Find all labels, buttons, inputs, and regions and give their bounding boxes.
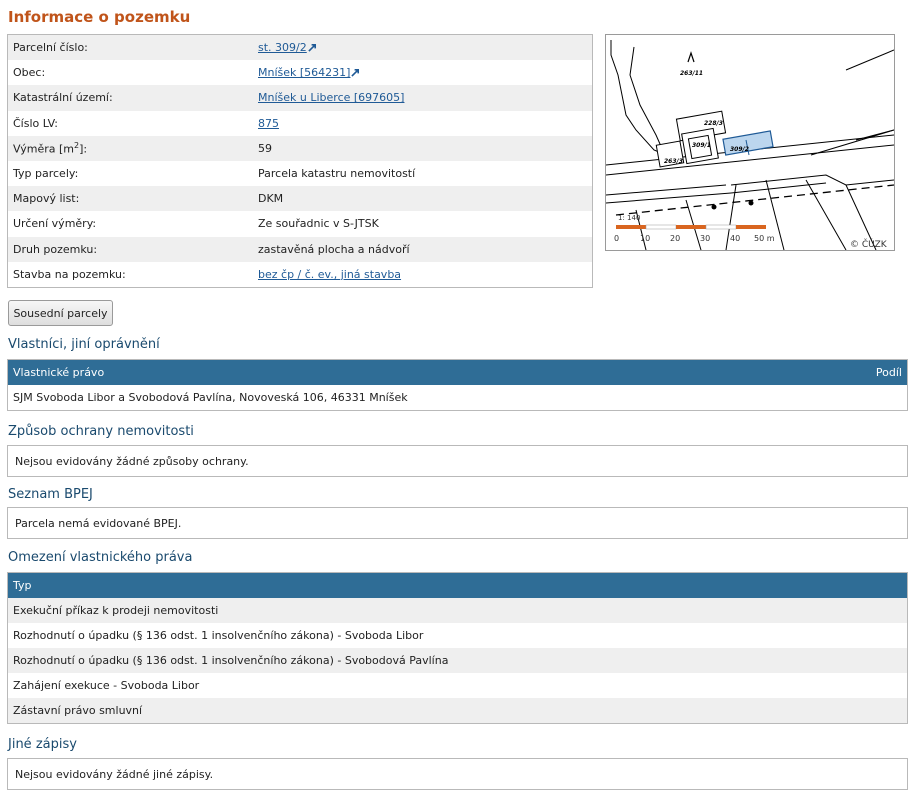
info-row-parcel-number [8,35,592,60]
lv-number-link[interactable]: 875 [258,116,279,130]
restrictions-heading: Omezení vlastnického práva [8,550,193,565]
map-parcel-label: 309/2 [730,146,749,153]
info-row-municipality [8,60,592,85]
info-label: Druh pozemku: [13,242,98,256]
bpej-heading: Seznam BPEJ [8,487,93,502]
protection-box: Nejsou evidovány žádné způsoby ochrany. [7,445,908,477]
restrictions-table [7,572,908,724]
restrictions-table-header [8,573,907,598]
owners-heading: Vlastníci, jiní oprávnění [8,337,160,352]
table-row: Zástavní právo smluvní [8,698,907,723]
external-link-icon[interactable] [351,68,360,77]
map-sheet-value: DKM [258,192,284,206]
map-parcel-label: 263/3 [664,158,683,165]
info-label: Obec: [13,66,46,80]
info-label: Výměra $[m^2]$: [13,141,88,156]
bpej-box: Parcela nemá evidované BPEJ. [7,507,908,539]
info-row-lv-number [8,111,592,136]
table-row: Rozhodnutí o úpadku (§ 136 odst. 1 insolvenčního zákona) - Svoboda Libor [8,623,907,648]
table-row: SJM Svoboda Libor a Svobodová Pavlína, Novoveská 106, 46331 Mníšek [8,385,907,410]
info-label: Určení výměry: [13,217,97,231]
map-scale-tick: 50 m [754,234,775,243]
owners-col-right-type: Vlastnické právo [13,366,105,379]
table-row: Rozhodnutí o úpadku (§ 136 odst. 1 insolvenčního zákona) - Svobodová Pavlína [8,648,907,673]
map-parcel-label: 228/3 [704,120,723,127]
map-scale-tick: 20 [670,234,681,243]
map-drawing [606,35,894,250]
info-row-map-sheet [8,186,592,211]
info-row-area-determination [8,211,592,236]
info-label: Katastrální území: [13,91,113,105]
info-row-land-type [8,237,592,262]
map-scale-tick: 10 [640,234,651,243]
owners-table [7,359,908,411]
parcel-info-table [7,34,593,288]
map-parcel-label: 263/11 [680,70,704,77]
external-link-icon[interactable] [308,43,317,52]
map-parcel-label: 309/1 [692,142,711,149]
neighbor-parcels-button[interactable]: Sousední parcely [8,300,113,326]
municipality-link[interactable]: Mníšek [564231] [258,66,351,80]
page-title: Informace o pozemku [8,8,191,26]
restrictions-col-type: Typ [13,579,32,592]
info-label: Stavba na pozemku: [13,267,126,281]
other-records-heading: Jiné zápisy [8,737,77,752]
building-link[interactable]: bez čp / č. ev., jiná stavba [258,267,402,281]
table-row: Zahájení exekuce - Svoboda Libor [8,673,907,698]
info-row-parcel-type [8,161,592,186]
map-scale-tick: 30 [700,234,711,243]
cadastral-map-thumbnail[interactable] [605,34,895,251]
info-row-building [8,262,592,287]
owners-col-share: Podíl [875,366,902,379]
parcel-number-link[interactable]: st. 309/2 [258,41,307,55]
area-value: 59 [258,141,272,155]
map-scale-tick: 40 [730,234,741,243]
protection-heading: Způsob ochrany nemovitosti [8,424,194,439]
info-label: Parcelní číslo: [13,41,88,55]
map-scale-tick: 0 [614,234,620,243]
land-type-value: zastavěná plocha a nádvoří [258,242,410,256]
table-row: Exekuční příkaz k prodeji nemovitosti [8,598,907,623]
info-label: Mapový list: [13,192,80,206]
map-scale-label: 1: 140 [618,214,641,222]
map-copyright: © ČÚZK [850,240,887,250]
info-row-cadastral-area [8,85,592,110]
info-label: Číslo LV: [13,116,59,130]
info-row-area [8,136,592,161]
owners-table-header [8,360,907,385]
info-label: Typ parcely: [13,167,79,181]
area-determination-value: Ze souřadnic v S-JTSK [258,217,379,231]
other-records-box: Nejsou evidovány žádné jiné zápisy. [7,758,908,790]
cadastral-area-link[interactable]: Mníšek u Liberce [697605] [258,91,405,105]
parcel-type-value: Parcela katastru nemovitostí [258,167,416,181]
